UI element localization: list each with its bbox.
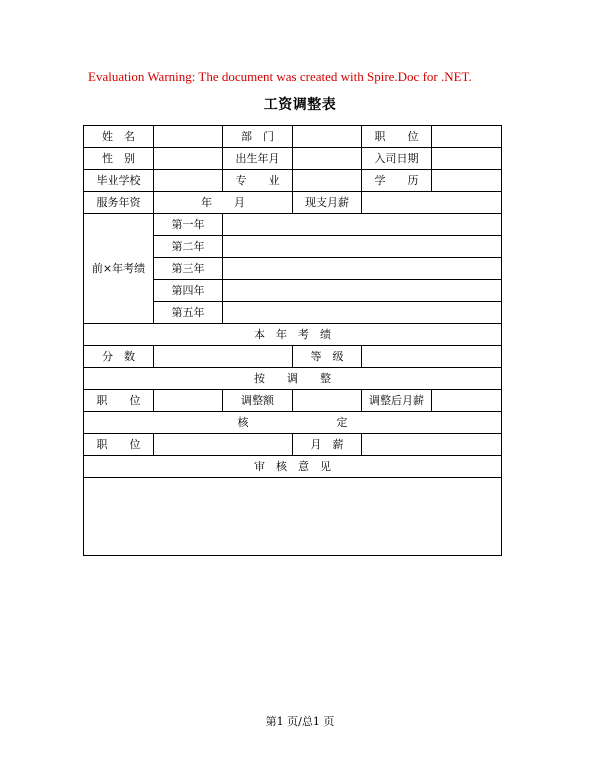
birth-label: 出生年月 [223, 148, 293, 170]
adjusted-salary-label: 调整后月薪 [362, 390, 432, 412]
current-salary-field[interactable] [362, 192, 502, 214]
table-row [84, 434, 502, 456]
table-row [84, 214, 502, 236]
year1-field[interactable] [223, 214, 502, 236]
score-field[interactable] [154, 346, 293, 368]
dept-field[interactable] [293, 126, 362, 148]
table-row [84, 170, 502, 192]
table-row [84, 412, 502, 434]
year3-label: 第三年 [154, 258, 223, 280]
major-label: 专 业 [223, 170, 293, 192]
gender-field[interactable] [154, 148, 223, 170]
page-title: 工资调整表 [263, 97, 337, 113]
table-row [84, 390, 502, 412]
table-row [84, 478, 502, 556]
school-field[interactable] [154, 170, 223, 192]
salary-adjustment-form [83, 125, 502, 556]
table-row [84, 346, 502, 368]
table-row [84, 148, 502, 170]
education-field[interactable] [432, 170, 502, 192]
review-comments-field[interactable] [84, 478, 502, 556]
page-number: 第1 页/总1 页 [265, 715, 335, 728]
name-field[interactable] [154, 126, 223, 148]
adjust-position-label: 职 位 [84, 390, 154, 412]
year2-field[interactable] [223, 236, 502, 258]
year4-label: 第四年 [154, 280, 223, 302]
adjust-amount-field[interactable] [293, 390, 362, 412]
evaluation-warning: Evaluation Warning: The document was created with Spire.Doc for .NET. [88, 69, 472, 84]
year1-label: 第一年 [154, 214, 223, 236]
table-row [84, 192, 502, 214]
dept-label: 部 门 [223, 126, 293, 148]
this-year-heading: 本 年 考 绩 [84, 324, 502, 346]
table-row [84, 368, 502, 390]
hire-date-label: 入司日期 [362, 148, 432, 170]
review-heading: 审 核 意 见 [84, 456, 502, 478]
service-years-label: 服务年资 [84, 192, 154, 214]
monthly-salary-label: 月 薪 [293, 434, 362, 456]
approve-heading: 核 定 [84, 412, 502, 434]
year5-field[interactable] [223, 302, 502, 324]
adjust-amount-label: 调整额 [223, 390, 293, 412]
major-field[interactable] [293, 170, 362, 192]
year5-label: 第五年 [154, 302, 223, 324]
grade-field[interactable] [362, 346, 502, 368]
score-label: 分 数 [84, 346, 154, 368]
position-field[interactable] [432, 126, 502, 148]
service-years-field[interactable]: 年 月 [154, 192, 293, 214]
year3-field[interactable] [223, 258, 502, 280]
adjust-heading: 按 调 整 [84, 368, 502, 390]
approved-position-label: 职 位 [84, 434, 154, 456]
hire-date-field[interactable] [432, 148, 502, 170]
current-salary-label: 现支月薪 [293, 192, 362, 214]
adjust-position-field[interactable] [154, 390, 223, 412]
table-row [84, 456, 502, 478]
monthly-salary-field[interactable] [362, 434, 502, 456]
school-label: 毕业学校 [84, 170, 154, 192]
appraisal-label: 前×年考绩 [84, 214, 154, 324]
grade-label: 等 级 [293, 346, 362, 368]
birth-field[interactable] [293, 148, 362, 170]
year2-label: 第二年 [154, 236, 223, 258]
table-row [84, 324, 502, 346]
table-row [84, 126, 502, 148]
adjusted-salary-field[interactable] [432, 390, 502, 412]
approved-position-field[interactable] [154, 434, 293, 456]
year4-field[interactable] [223, 280, 502, 302]
position-label: 职 位 [362, 126, 432, 148]
gender-label: 性 别 [84, 148, 154, 170]
education-label: 学 历 [362, 170, 432, 192]
name-label: 姓 名 [84, 126, 154, 148]
